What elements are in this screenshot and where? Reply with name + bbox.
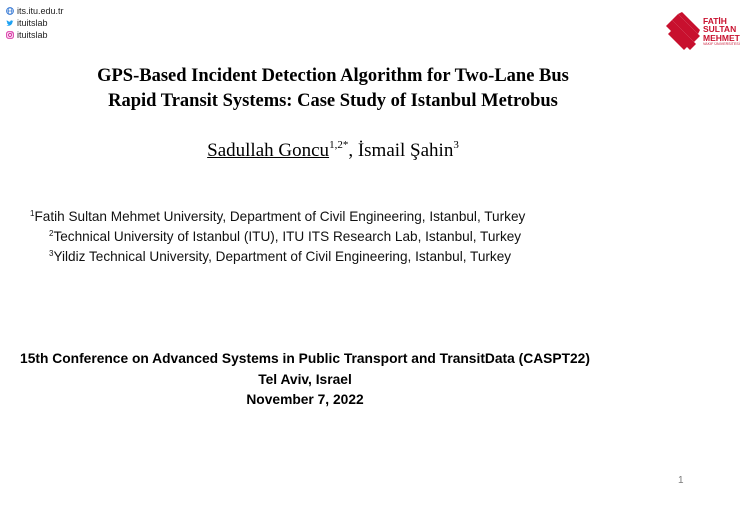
- author-list: [20, 139, 646, 163]
- conference-info: [0, 349, 610, 411]
- website-text: its.itu.edu.tr: [17, 6, 64, 16]
- logo-line-3: MEHMET: [703, 32, 740, 43]
- affiliation-2-text: Technical University of Istanbul (ITU), ITU ITS Research Lab, Istanbul, Turkey: [53, 229, 522, 244]
- author-2-name: İsmail Şahin: [357, 140, 454, 161]
- affiliation-1-marker: 1: [30, 209, 35, 218]
- title-line-1: GPS-Based Incident Detection Algorithm for Two-Lane Bus: [97, 66, 569, 86]
- instagram-text: ituitslab: [17, 30, 48, 40]
- affiliation-2: [30, 227, 630, 247]
- affiliation-3: [30, 247, 630, 267]
- affiliation-1-text: Fatih Sultan Mehmet University, Department of Civil Engineering, Istanbul, Turkey: [34, 209, 526, 224]
- twitter-text: ituitslab: [17, 18, 48, 28]
- social-links: [6, 5, 64, 41]
- twitter-link[interactable]: [6, 17, 64, 29]
- author-1-name: Sadullah Goncu: [207, 140, 330, 161]
- logo-wordmark: [703, 17, 740, 48]
- instagram-icon: [6, 31, 14, 39]
- title-line-2: Rapid Transit Systems: Case Study of Istanbul Metrobus: [108, 91, 558, 111]
- affiliation-1: [30, 207, 630, 227]
- university-logo: [664, 12, 740, 52]
- author-1-affiliation-marker: 1,2*: [329, 139, 349, 151]
- paper-title: [20, 64, 646, 114]
- conference-date: November 7, 2022: [246, 392, 364, 407]
- logo-line-1: FATİH: [703, 15, 727, 26]
- affiliation-list: [30, 207, 630, 267]
- website-link[interactable]: [6, 5, 64, 17]
- logo-line-4: VAKIF ÜNİVERSİTESİ: [703, 42, 740, 47]
- conference-location: Tel Aviv, Israel: [258, 371, 352, 387]
- twitter-icon: [6, 19, 14, 27]
- globe-icon: [6, 7, 14, 15]
- author-separator: ,: [348, 140, 358, 161]
- instagram-link[interactable]: [6, 29, 64, 41]
- logo-line-2: SULTAN: [703, 24, 737, 35]
- author-2-affiliation-marker: 3: [453, 139, 459, 151]
- page-number: 1: [678, 475, 684, 486]
- conference-name: 15th Conference on Advanced Systems in Public Transport and TransitData (CASPT22): [20, 351, 590, 366]
- affiliation-3-marker: 3: [49, 249, 54, 258]
- affiliation-3-text: Yildiz Technical University, Department of Civil Engineering, Istanbul, Turkey: [53, 249, 512, 264]
- affiliation-2-marker: 2: [49, 229, 54, 238]
- fsm-logo-mark-icon: [664, 12, 700, 52]
